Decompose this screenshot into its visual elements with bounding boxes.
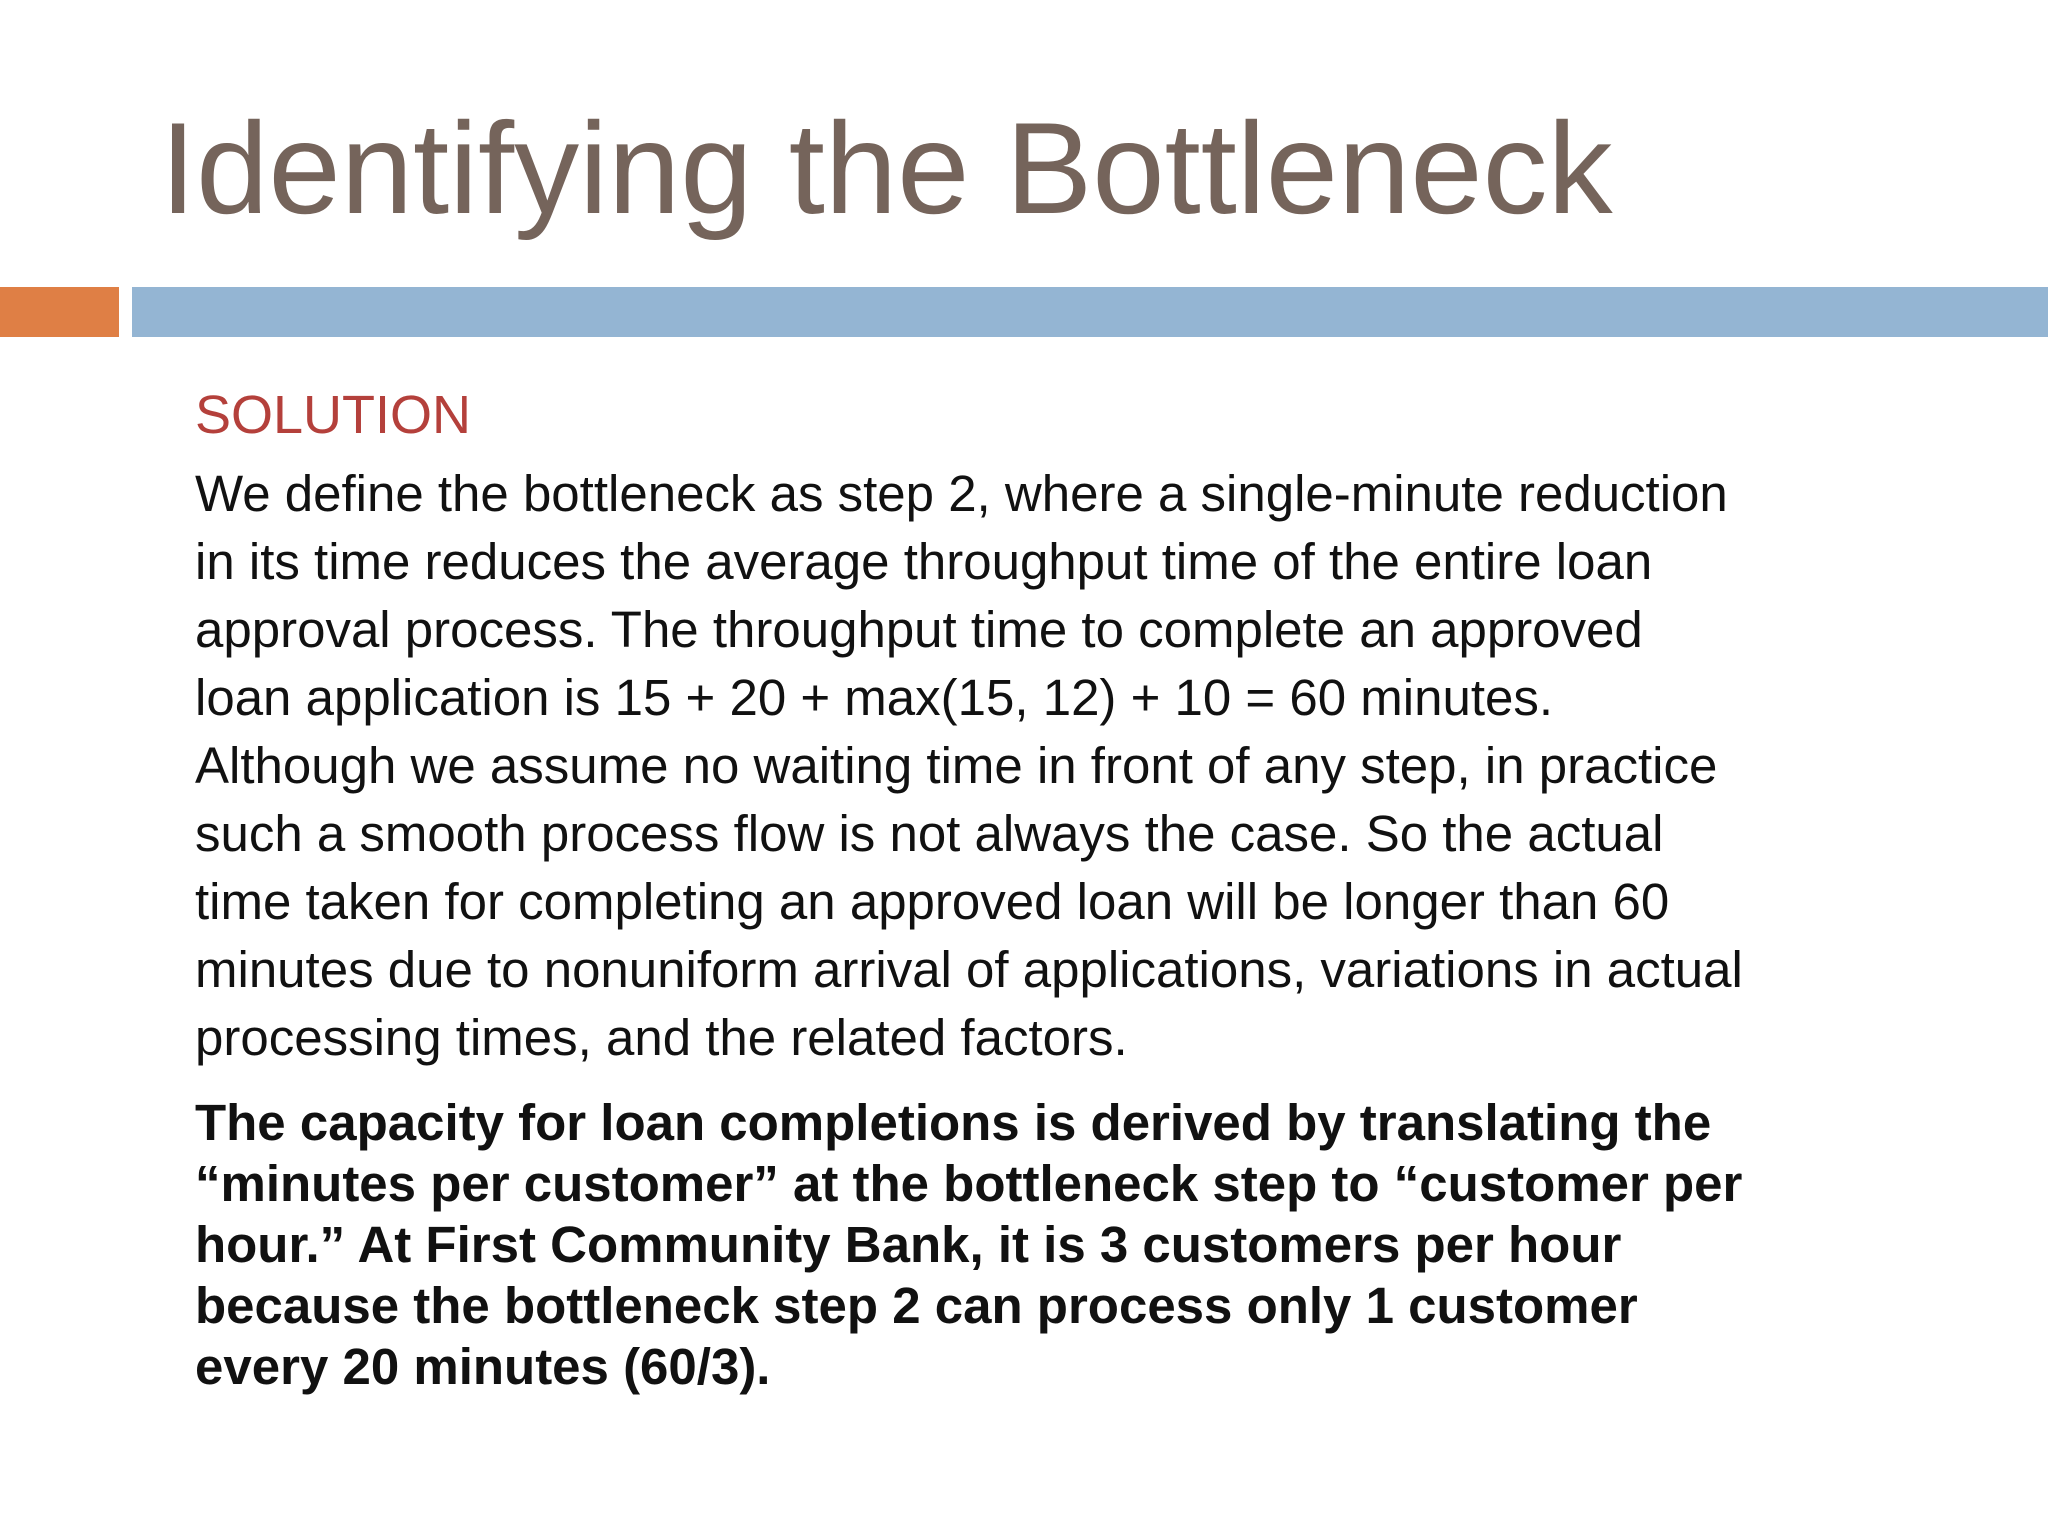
paragraph-line: time taken for completing an approved loan will be longer than 60 (195, 873, 1670, 930)
accent-bar-blue (132, 287, 2048, 337)
paragraph-line: processing times, and the related factors. (195, 1009, 1128, 1066)
paragraph-line: every 20 minutes (60/3). (195, 1338, 771, 1395)
paragraph-line: hour.” At First Community Bank, it is 3 customers per hour (195, 1216, 1622, 1273)
paragraph-line: The capacity for loan completions is derived by translating the (195, 1094, 1712, 1151)
capacity-paragraph (195, 1092, 1955, 1397)
solution-paragraph (195, 460, 1955, 1072)
solution-label: SOLUTION (195, 385, 472, 445)
paragraph-line: because the bottleneck step 2 can process only 1 customer (195, 1277, 1638, 1334)
paragraph-line: Although we assume no waiting time in front of any step, in practice (195, 737, 1718, 794)
accent-bar-orange (0, 287, 119, 337)
paragraph-line: approval process. The throughput time to complete an approved (195, 601, 1643, 658)
slide-title: Identifying the Bottleneck (160, 95, 1613, 241)
paragraph-line: in its time reduces the average throughput time of the entire loan (195, 533, 1653, 590)
paragraph-line: such a smooth process flow is not always the case. So the actual (195, 805, 1664, 862)
paragraph-line: We define the bottleneck as step 2, where a single-minute reduction (195, 465, 1728, 522)
paragraph-line: minutes due to nonuniform arrival of applications, variations in actual (195, 941, 1743, 998)
slide-content (195, 380, 1955, 1397)
paragraph-line: loan application is 15 + 20 + max(15, 12) + 10 = 60 minutes. (195, 669, 1554, 726)
paragraph-line: “minutes per customer” at the bottleneck step to “customer per (195, 1155, 1743, 1212)
